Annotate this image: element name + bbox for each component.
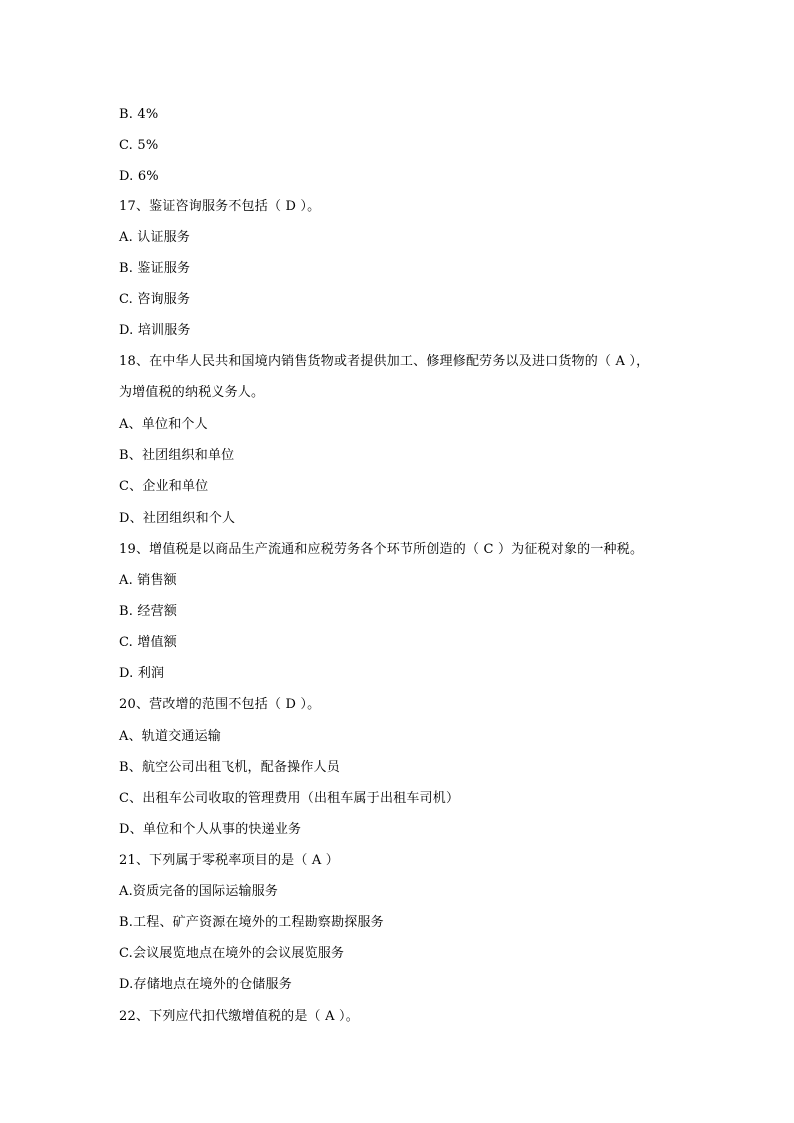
question-18-option-d: D、社团组织和个人 <box>119 511 236 526</box>
question-17-option-a: A. 认证服务 <box>119 230 191 245</box>
question-19-option-c: C. 增值额 <box>119 635 177 650</box>
question-19-option-b: B. 经营额 <box>119 604 178 619</box>
question-20-option-a: A、轨道交通运输 <box>119 729 221 744</box>
question-17-option-b: B. 鉴证服务 <box>119 261 191 276</box>
question-20-option-b: B、航空公司出租飞机，配备操作人员 <box>119 760 340 775</box>
question-19-option-d: D. 利润 <box>119 666 165 681</box>
question-20-option-d: D、单位和个人从事的快递业务 <box>119 822 302 837</box>
question-20: 20、营改增的范围不包括（ D ）。 <box>119 697 321 712</box>
question-22: 22、下列应代扣代缴增值税的是（ A ）。 <box>119 1009 359 1024</box>
question-21-option-d: D.存储地点在境外的仓储服务 <box>119 977 292 992</box>
option-d-6-percent: D. 6% <box>119 169 159 184</box>
question-17-option-d: D. 培训服务 <box>119 323 191 338</box>
question-21-option-c: C.会议展览地点在境外的会议展览服务 <box>119 946 345 961</box>
question-20-option-c: C、出租车公司收取的管理费用（出租车属于出租车司机） <box>119 791 460 806</box>
question-18-continued: 为增值税的纳税义务人。 <box>119 385 265 400</box>
question-18-option-c: C、企业和单位 <box>119 479 209 494</box>
question-18: 18、在中华人民共和国境内销售货物或者提供加工、修理修配劳务以及进口货物的（ A ）， <box>119 354 650 369</box>
question-21-option-a: A.资质完备的国际运输服务 <box>119 884 279 899</box>
question-21-option-b: B.工程、矿产资源在境外的工程勘察勘探服务 <box>119 915 384 930</box>
option-b-4-percent: B. 4% <box>119 107 159 122</box>
question-17: 17、鉴证咨询服务不包括（ D ）。 <box>119 199 321 214</box>
question-17-option-c: C. 咨询服务 <box>119 292 191 307</box>
question-19-option-a: A. 销售额 <box>119 573 177 588</box>
question-19: 19、增值税是以商品生产流通和应税劳务各个环节所创造的（ C ）为征税对象的一种税。 <box>119 542 644 557</box>
question-18-option-b: B、社团组织和单位 <box>119 448 235 463</box>
option-c-5-percent: C. 5% <box>119 138 159 153</box>
question-18-option-a: A、单位和个人 <box>119 417 208 432</box>
question-21: 21、下列属于零税率项目的是（ A ） <box>119 853 339 868</box>
